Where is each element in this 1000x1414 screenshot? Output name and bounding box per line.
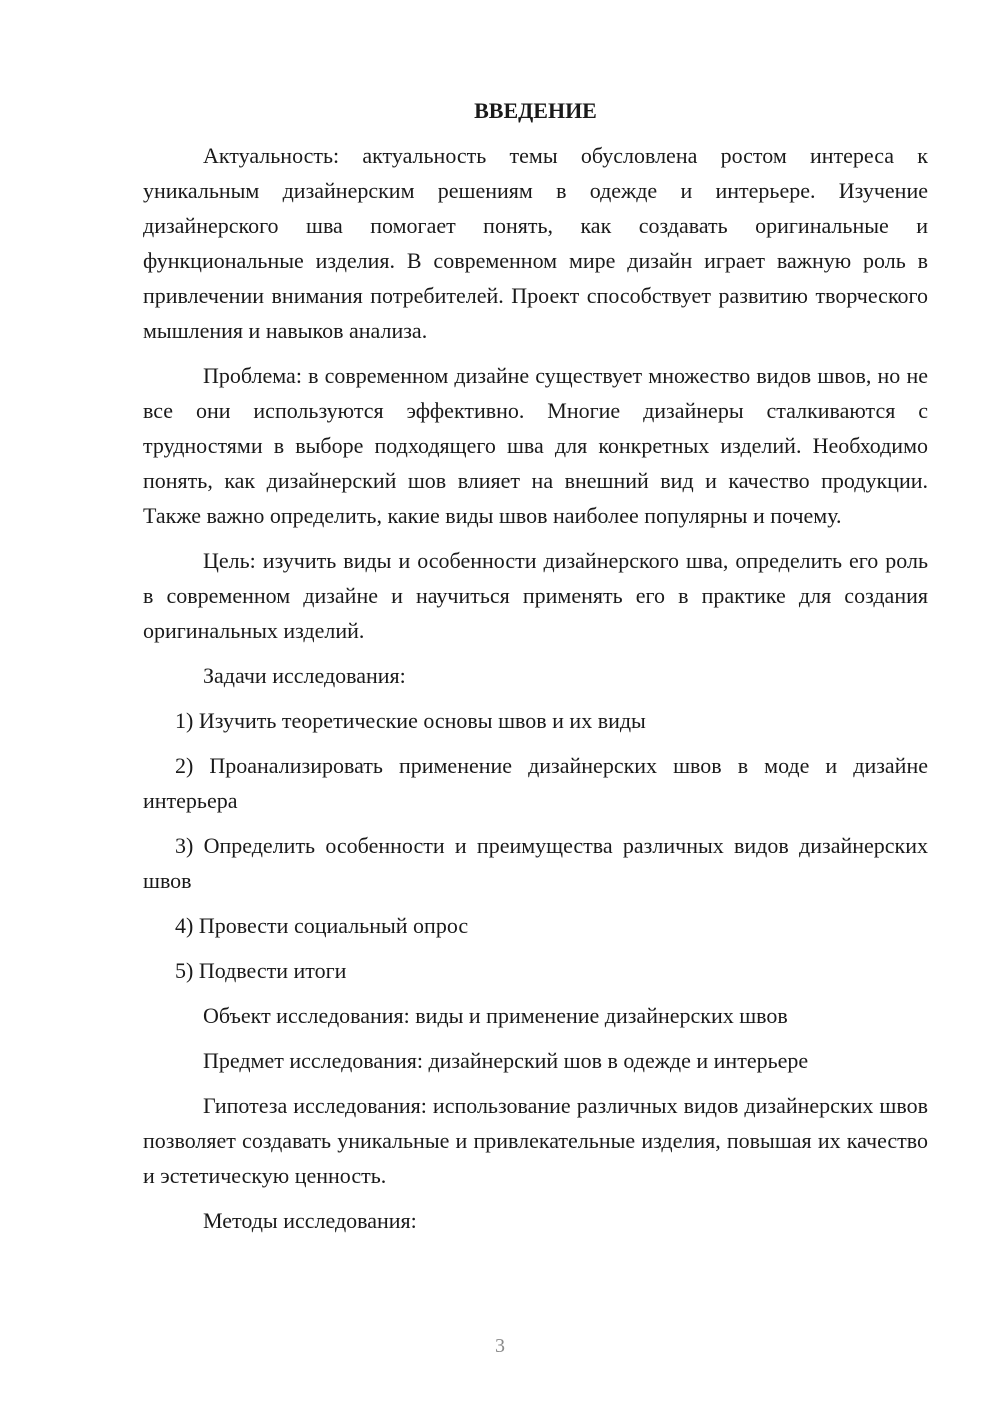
page-number: 3 (495, 1335, 505, 1357)
task-item-3: 3) Определить особенности и преимущества различных видов дизайнерских швов (143, 833, 928, 893)
task-item-2: 2) Проанализировать применение дизайнерских швов в моде и дизайне интерьера (143, 753, 928, 813)
goal-paragraph: Цель: изучить виды и особенности дизайнерского шва, определить его роль в современном дизайне и научиться применять его в практике для создания оригинальных изделий. (143, 548, 928, 643)
problem-paragraph: Проблема: в современном дизайне существует множество видов швов, но не все они используются эффективно. Многие дизайнеры сталкиваются с трудностями в выборе подходящего шва для конкретных изделий. Необходимо понять, как дизайнерский шов влияет на внешний вид и качество продукции. Также важно определить, какие виды швов наиболее популярны и почему. (143, 363, 928, 528)
document-page (143, 96, 928, 1248)
task-item-5: 5) Подвести итоги (175, 958, 347, 983)
subject-line: Предмет исследования: дизайнерский шов в одежде и интерьере (203, 1048, 809, 1073)
page-title: ВВЕДЕНИЕ (474, 98, 597, 123)
object-line: Объект исследования: виды и применение дизайнерских швов (203, 1003, 788, 1028)
tasks-heading: Задачи исследования: (203, 663, 406, 688)
task-item-1: 1) Изучить теоретические основы швов и их виды (175, 708, 646, 733)
methods-heading: Методы исследования: (203, 1208, 417, 1233)
task-item-4: 4) Провести социальный опрос (175, 913, 469, 938)
hypothesis-paragraph: Гипотеза исследования: использование различных видов дизайнерских швов позволяет создавать уникальные и привлекательные изделия, повышая их качество и эстетическую ценность. (143, 1093, 928, 1188)
relevance-paragraph: Актуальность: актуальность темы обусловлена ростом интереса к уникальным дизайнерским решениям в одежде и интерьере. Изучение дизайнерского шва помогает понять, как создавать оригинальные и функциональные изделия. В современном мире дизайн играет важную роль в привлечении внимания потребителей. Проект способствует развитию творческого мышления и навыков анализа. (143, 143, 928, 343)
